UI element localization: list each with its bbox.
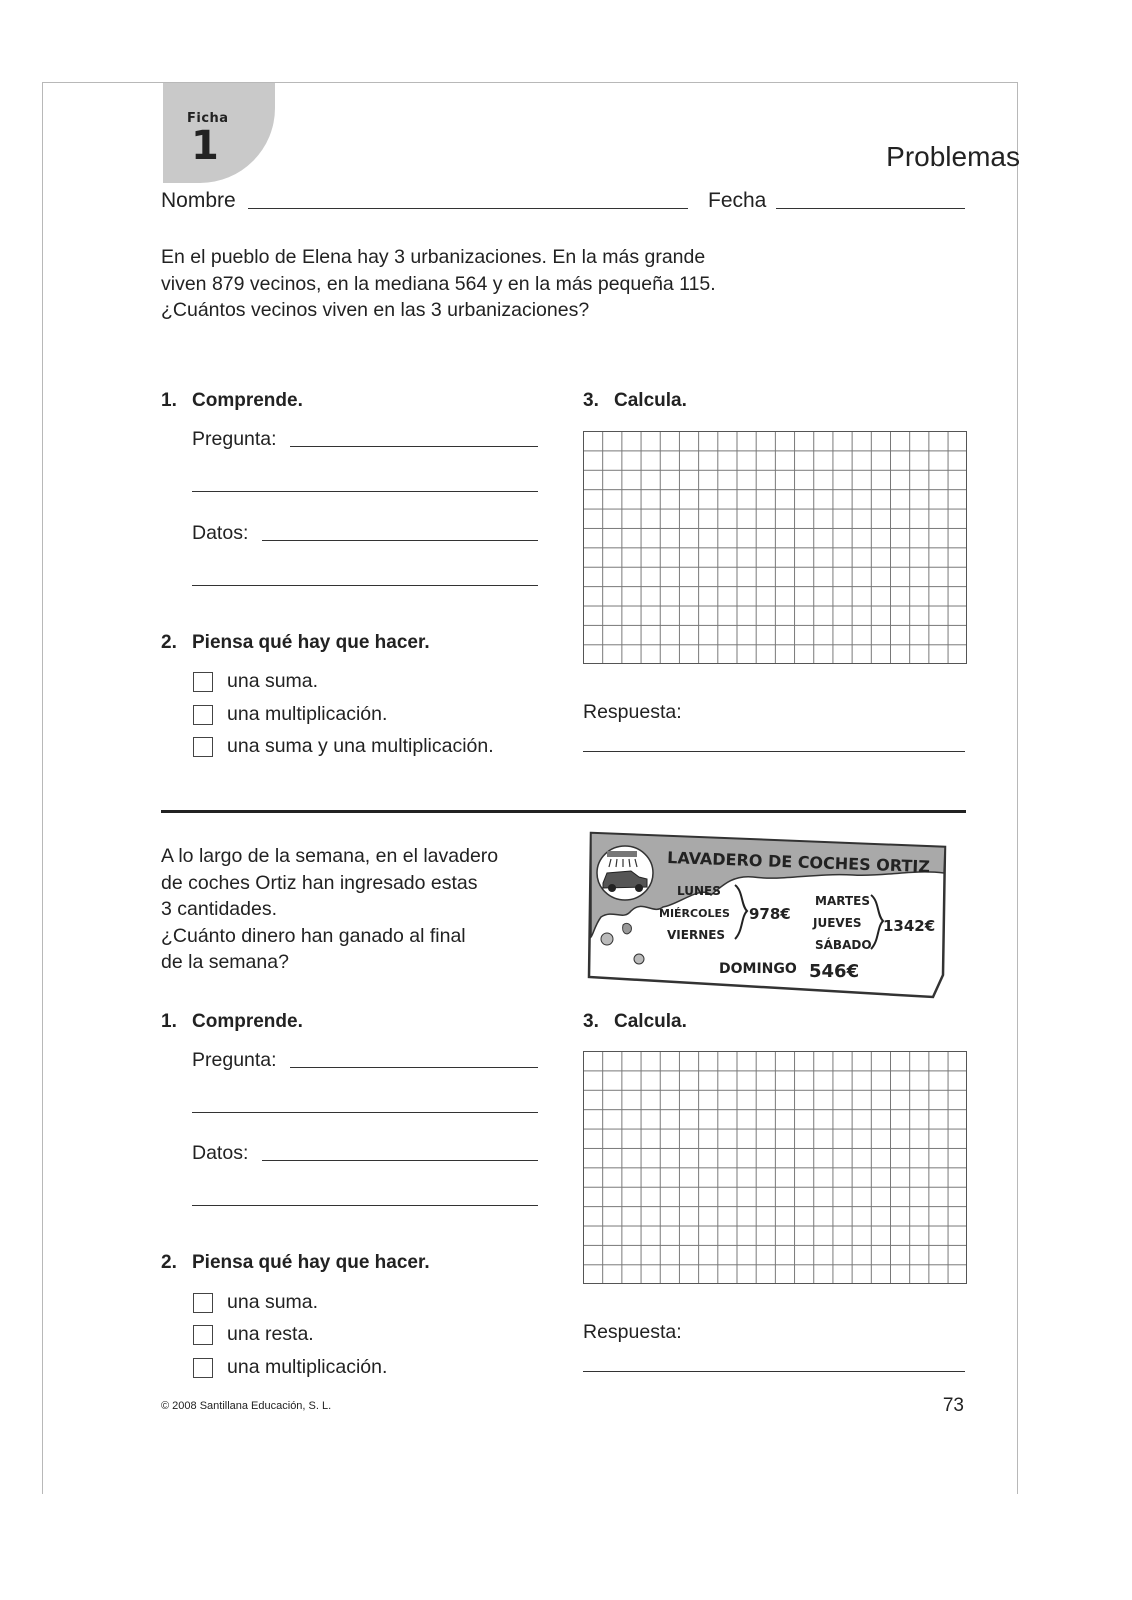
section-divider (161, 810, 966, 813)
step-title: Piensa qué hay que hacer. (192, 632, 430, 653)
sign-day: SÁBADO (815, 938, 872, 952)
sign-day: LUNES (677, 884, 721, 898)
ficha-tab (163, 83, 276, 186)
copyright: © 2008 Santillana Educación, S. L. (161, 1400, 332, 1412)
page-title: Problemas (886, 141, 1020, 172)
problem1-answer-label: Respuesta: (583, 701, 682, 723)
problem2-statement-line: de coches Ortiz han ingresado estas (161, 871, 478, 894)
problem1-step2-heading (161, 632, 430, 654)
problem1-question-line[interactable] (290, 446, 538, 447)
problem1-question-line-2[interactable] (192, 491, 538, 492)
problem2-calc-grid[interactable] (583, 1051, 967, 1284)
name-label: Nombre (161, 189, 236, 212)
problem2-statement-line: ¿Cuánto dinero han ganado al final (161, 924, 466, 947)
problem1-statement (161, 244, 716, 324)
step-title: Piensa qué hay que hacer. (192, 1252, 430, 1273)
problem1-statement-line: ¿Cuántos vecinos viven en las 3 urbanizaciones? (161, 299, 590, 321)
problem1-statement-line: En el pueblo de Elena hay 3 urbanizaciones. En la más grande (161, 246, 706, 268)
option-label: una multiplicación. (227, 1356, 388, 1378)
sign-amount: 978€ (749, 905, 791, 923)
problem2-option[interactable] (193, 1291, 318, 1314)
checkbox[interactable] (193, 737, 213, 757)
shower-head-icon (607, 851, 637, 857)
problem2-statement-line: A lo largo de la semana, en el lavadero (161, 845, 499, 867)
sign-day: MARTES (815, 894, 870, 908)
step-title: Comprende. (192, 1011, 303, 1032)
car-wash-sign (583, 825, 953, 1003)
step-number: 2. (161, 1252, 177, 1273)
problem2-question-line-2[interactable] (192, 1112, 538, 1113)
problem1-data-line-2[interactable] (192, 585, 538, 586)
step-number: 2. (161, 632, 177, 653)
option-label: una resta. (227, 1323, 314, 1345)
sign-day: JUEVES (813, 916, 862, 930)
problem2-question-label: Pregunta: (192, 1049, 277, 1071)
ficha-label: Ficha (187, 111, 229, 126)
option-label: una suma. (227, 1291, 319, 1313)
option-label: una suma. (227, 670, 319, 692)
problem1-calc-grid[interactable] (583, 431, 967, 664)
date-field-line[interactable] (776, 208, 965, 209)
problem2-option[interactable] (193, 1356, 387, 1379)
checkbox[interactable] (193, 1325, 213, 1345)
problem2-answer-label: Respuesta: (583, 1321, 682, 1343)
ficha-tab-shape (163, 83, 275, 183)
step-number: 3. (583, 1011, 599, 1032)
sign-day: MIÉRCOLES (659, 907, 730, 920)
checkbox[interactable] (193, 705, 213, 725)
page-number: 73 (942, 1395, 964, 1416)
date-label: Fecha (708, 189, 767, 212)
drip-drop (601, 933, 613, 945)
problem2-data-line[interactable] (262, 1160, 538, 1161)
option-label: una multiplicación. (227, 703, 388, 725)
problem2-question-line[interactable] (290, 1067, 538, 1068)
name-field-line[interactable] (248, 208, 688, 209)
problem2-statement-line: 3 cantidades. (161, 898, 278, 920)
problem1-step1-heading (161, 390, 303, 412)
problem1-statement-line: viven 879 vecinos, en la mediana 564 y en la más pequeña 115. (161, 272, 716, 295)
problem2-statement-line: de la semana? (161, 951, 289, 973)
step-title: Comprende. (192, 390, 303, 411)
drip-drop (634, 954, 644, 964)
problem1-step3-heading (583, 390, 687, 412)
step-number: 3. (583, 390, 599, 411)
step-number: 1. (161, 390, 177, 411)
page-frame-left (42, 82, 43, 1494)
problem2-statement (161, 843, 498, 976)
problem1-data-line[interactable] (262, 540, 538, 541)
problem1-option[interactable] (193, 670, 318, 693)
problem1-answer-line[interactable] (583, 751, 965, 752)
step-number: 1. (161, 1011, 177, 1032)
problem1-option[interactable] (193, 735, 494, 758)
step-title: Calcula. (614, 390, 687, 411)
car-wheel-icon (635, 884, 643, 892)
sign-day: DOMINGO (719, 961, 797, 977)
problem1-option[interactable] (193, 703, 387, 726)
problem1-question-label: Pregunta: (192, 428, 277, 450)
sign-day: VIERNES (667, 928, 726, 942)
problem2-data-label: Datos: (192, 1142, 249, 1164)
car-wheel-icon (608, 884, 616, 892)
checkbox[interactable] (193, 1358, 213, 1378)
sign-title: LAVADERO DE COCHES ORTIZ (666, 848, 931, 877)
problem2-step3-heading (583, 1011, 687, 1033)
checkbox[interactable] (193, 1293, 213, 1313)
sign-amount: 546€ (809, 961, 860, 982)
problem2-step1-heading (161, 1011, 303, 1033)
checkbox[interactable] (193, 672, 213, 692)
problem2-answer-line[interactable] (583, 1371, 965, 1372)
sign-amount: 1342€ (883, 917, 936, 935)
drip-drop (623, 923, 632, 933)
page-frame-right (1017, 82, 1018, 1494)
problem2-data-line-2[interactable] (192, 1205, 538, 1206)
step-title: Calcula. (614, 1011, 687, 1032)
problem1-data-label: Datos: (192, 522, 249, 544)
problem2-option[interactable] (193, 1323, 314, 1346)
option-label: una suma y una multiplicación. (227, 735, 494, 757)
problem2-step2-heading (161, 1252, 430, 1274)
ficha-number: 1 (191, 123, 219, 169)
